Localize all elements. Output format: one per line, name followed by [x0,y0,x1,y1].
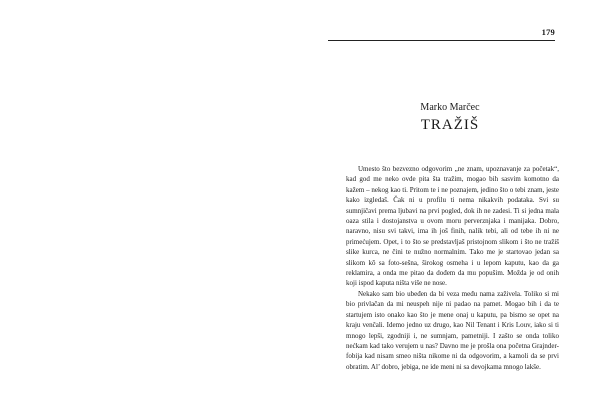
story-body [346,164,559,372]
paragraph-2: Nekako sam bio ubeđen da bi veza među nama zaživela. Toliko si mi bio privlačan da mi neuspeh nije ni padao na pamet. Mogao bih i da te startujem isto onako kao što je mene onaj u kaputu, pa bismo se opet na kraju venčali. Idemo jedno uz drugo, kao Nil Tenant i Kris Louv, iako si ti mnogo lepši, zgodniji i, ne sumnjam, pametniji. I zašto se onda toliko nećkam kad tako verujem u nas? Davno me je prošla ona početna Grajnder-fobija kad nisam smeo ništa nikome ni da odgovorim, a kamoli da se prvi obratim. Al’ dobro, jebiga, ne ide meni ni sa devojkama mnogo lakše. [346,289,559,371]
right-page [300,0,600,419]
story-title: TRAŽIŠ [420,117,480,133]
author-name: Marko Marčec [420,102,480,113]
page-number: 179 [541,27,555,37]
header-rule [328,40,555,41]
paragraph-1: Umesto što bezvezno odgovorim „ne znam, upoznavanje za početak“, kad god me neko ovde pita šta tražim, mogao bih sasvim komotno da kažem – nekog kao ti. Pritom te i ne poznajem, jedino što o tebi znam, jeste kako izgledaš. Čak ni u profilu ti nema nikakvih podataka. Svi su sumnjičavi prema ljubavi na prvi pogled, dok ih ne zadesi. Ti si jedna mala oaza stila i dostojanstva u ovom moru perverznjaka i manijaka. Dobro, naravno, nisu svi takvi, ima ih još finih, nalik tebi, ali od tebe ih ni ne primećujem. Opet, i to što se predstavljaš pristojnom slikom i što ne tražiš slike kurca, ne čini te nužno normalnim. Tako me je startovao jedan sa slikom kō sa foto-sešna, širokog osmeha i u lepom kaputu, kao da ga reklamira, a onda me pitao da dođem da mu popušim. Možda je od onih koji ispod kaputa ništa više ne nose. [346,165,559,288]
